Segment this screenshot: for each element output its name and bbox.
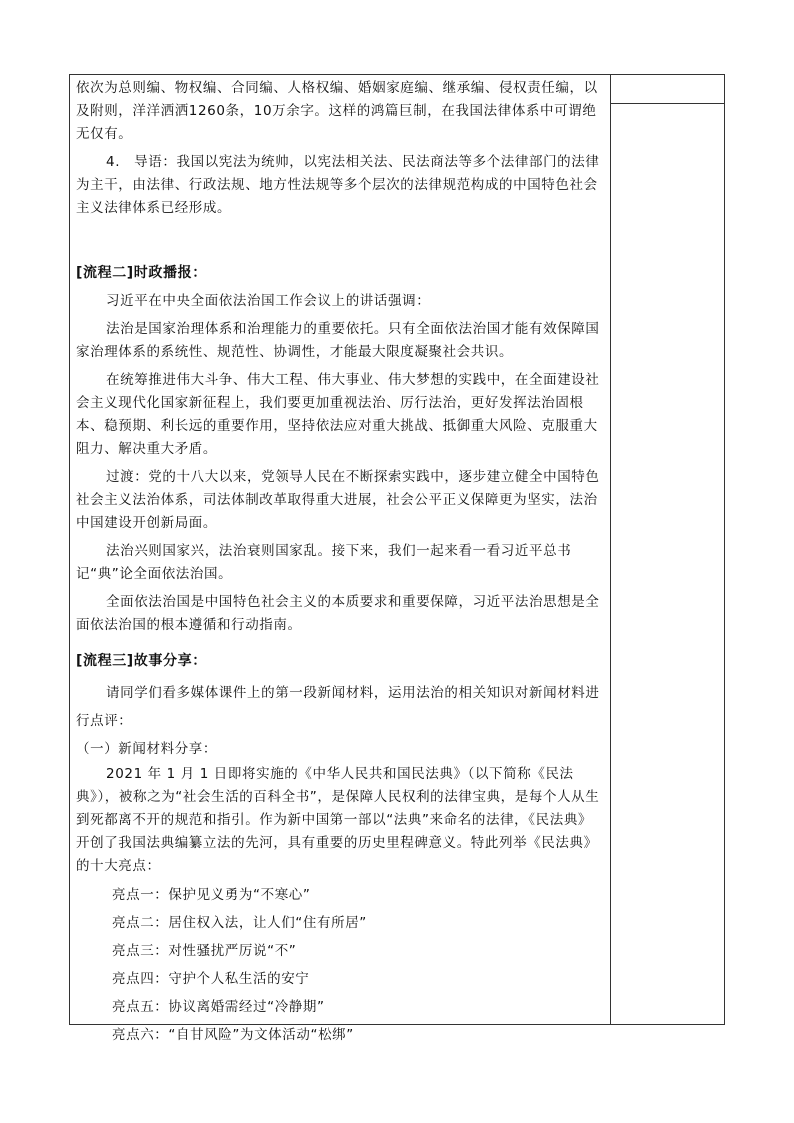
section3-heading: [流程三]故事分享： [76, 653, 207, 669]
highlight-item: 亮点三：对性骚扰严厉说“不” [112, 943, 297, 959]
lesson-plan-table [69, 74, 725, 1043]
news-paragraph: 2021 年 1 月 1 日即将实施的《中华人民共和国民法典》（以下简称《民法典》），被称之为“社会生活的百科全书”，是保障人民权利的法律宝典，是每个人从生到死都离不开的规范和指引。作为新中国第一部以“法典”来命名的法律，《民法典》开创了我国法典编纂立法的先河，具有重要的历史里程碑意义。特此列举《民法典》的十大亮点： [76, 766, 600, 874]
highlight-item: 亮点二：居住权入法，让人们“住有所居” [112, 915, 367, 931]
notes-cell-rule [611, 103, 725, 104]
lesson-content-cell [76, 77, 604, 1043]
highlight-item: 亮点六：“自甘风险”为文体活动“松绑” [112, 1027, 354, 1043]
section3-task: 请同学们看多媒体课件上的第一段新闻材料，运用法治的相关知识对新闻材料进行点评： [76, 685, 600, 729]
section2-heading: [流程二]时政播报： [76, 265, 207, 281]
section2-paragraph: 习近平在中央全面依法治国工作会议上的讲话强调： [106, 293, 431, 309]
highlight-item: 亮点四：守护个人私生活的安宁 [112, 971, 310, 987]
intro-paragraph: 依次为总则编、物权编、合同编、人格权编、婚姻家庭编、继承编、侵权责任编，以及附则，洋洋洒洒1260条，10万余字。这样的鸿篇巨制，在我国法律体系中可谓绝无仅有。 [76, 80, 598, 142]
section2-paragraph: 在统筹推进伟大斗争、伟大工程、伟大事业、伟大梦想的实践中，在全面建设社会主义现代化国家新征程上，我们要更加重视法治、厉行法治，更好发挥法治固根本、稳预期、利长远的重要作用，坚持依法应对重大挑战、抵御重大风险、克服重大阻力、解决重大矛盾。 [76, 372, 600, 457]
section3-subheading: （一）新闻材料分享： [76, 741, 217, 757]
section2-paragraph: 法治是国家治理体系和治理能力的重要依托。只有全面依法治国才能有效保障国家治理体系的系统性、规范性、协调性，才能最大限度凝聚社会共识。 [76, 321, 600, 360]
guide-item: 4. 导语：我国以宪法为统帅，以宪法相关法、民法商法等多个法律部门的法律为主干，由法律、行政法规、地方性法规等多个层次的法律规范构成的中国特色社会主义法律体系已经形成。 [76, 154, 600, 216]
section2-paragraph: 法治兴则国家兴，法治衰则国家乱。接下来，我们一起来看一看习近平总书记“典”论全面依法治国。 [76, 543, 572, 582]
section2-paragraph: 过渡：党的十八大以来，党领导人民在不断探索实践中，逐步建立健全中国特色社会主义法治体系，司法体制改革取得重大进展，社会公平正义保障更为坚实，法治中国建设开创新局面。 [76, 469, 600, 531]
highlight-item: 亮点五：协议离婚需经过“冷静期” [112, 999, 325, 1015]
highlight-item: 亮点一：保护见义勇为“不寒心” [112, 887, 311, 903]
notes-cell [611, 75, 725, 1024]
section2-paragraph: 全面依法治国是中国特色社会主义的本质要求和重要保障，习近平法治思想是全面依法治国的根本遵循和行动指南。 [76, 594, 600, 633]
